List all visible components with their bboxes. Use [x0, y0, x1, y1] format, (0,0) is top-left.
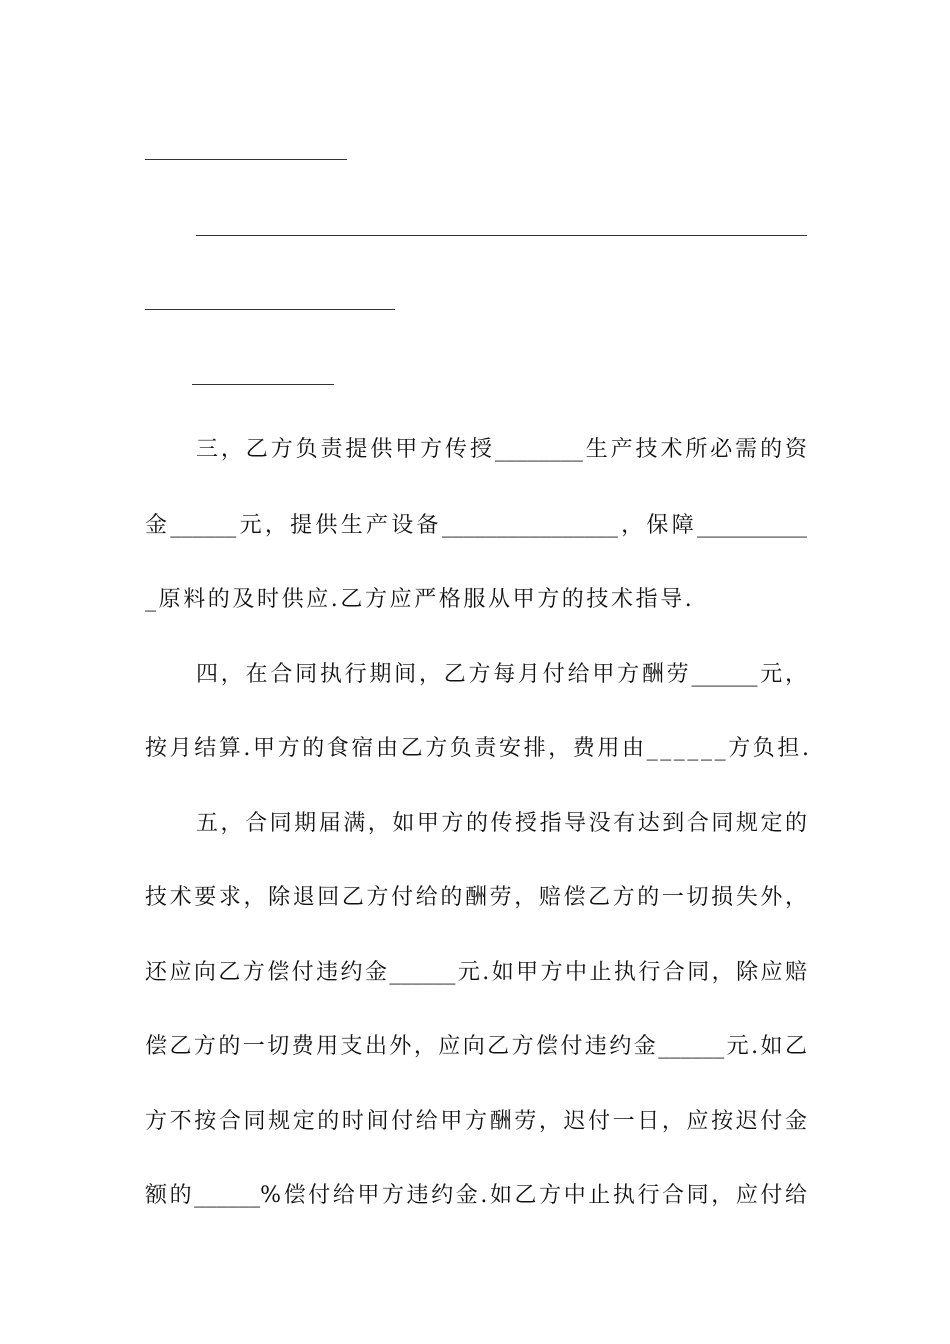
clause-4-line-1: 四，在合同执行期间，乙方每月付给甲方酬劳______元，: [196, 662, 807, 687]
clause-5-line-1: 五，合同期届满，如甲方的传授指导没有达到合同规定的: [196, 811, 807, 836]
clause-4-line-2: 按月结算.甲方的食宿由乙方负责安排，费用由______方负担.: [145, 736, 812, 761]
blank-line-2: [196, 235, 807, 236]
clause-3-line-1: 三，乙方负责提供甲方传授________生产技术所必需的资: [196, 437, 807, 462]
clause-3-line-3: _原料的及时供应.乙方应严格服从甲方的技术指导.: [145, 587, 695, 612]
clause-5-line-6: 额的______%偿付给甲方违约金.如乙方中止执行合同，应付给: [145, 1183, 807, 1208]
blank-line-1: [145, 159, 347, 160]
blank-line-3: [145, 309, 395, 310]
clause-5-line-2: 技术要求，除退回乙方付给的酬劳，赔偿乙方的一切损失外，: [145, 885, 807, 910]
clause-3-line-2: 金______元，提供生产设备________________，保障__________: [145, 513, 807, 538]
blank-line-4: [192, 384, 334, 385]
clause-5-line-3: 还应向乙方偿付违约金______元.如甲方中止执行合同，除应赔: [145, 960, 807, 985]
clause-5-line-4: 偿乙方的一切费用支出外，应向乙方偿付违约金______元.如乙: [145, 1034, 807, 1059]
clause-5-line-5: 方不按合同规定的时间付给甲方酬劳，迟付一日，应按迟付金: [145, 1109, 807, 1134]
